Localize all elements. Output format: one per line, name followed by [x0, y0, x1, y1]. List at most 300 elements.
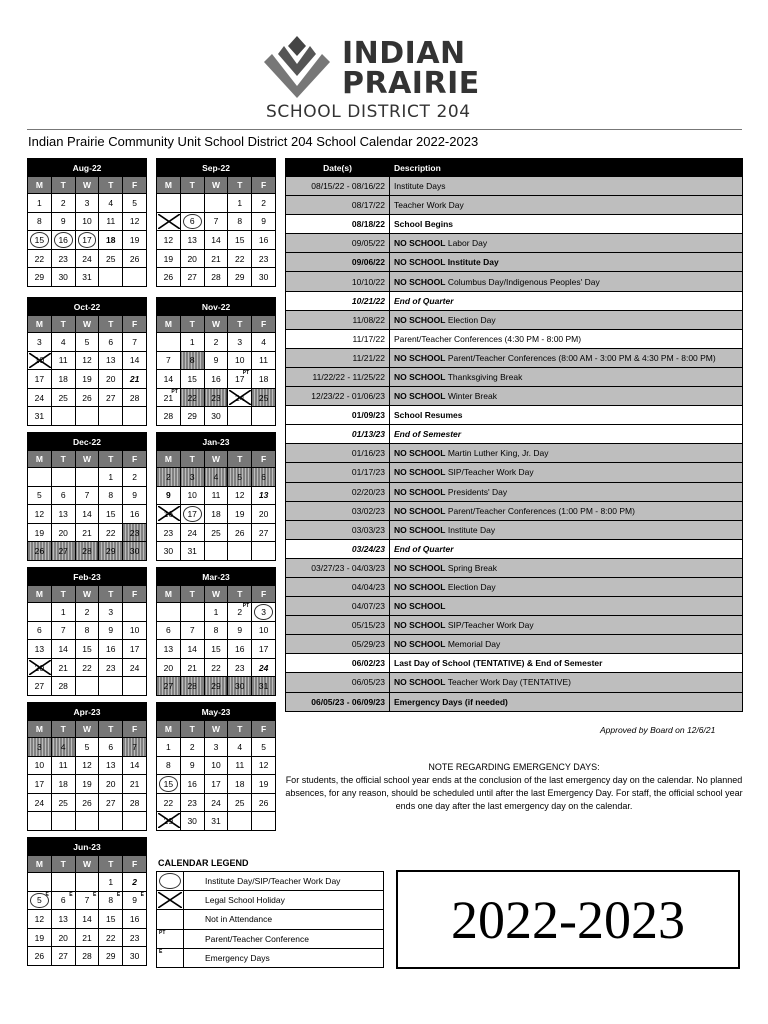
- day-number: 19: [163, 253, 174, 264]
- day-cell: [228, 407, 252, 426]
- event-row: [286, 272, 743, 291]
- day-number: 20: [106, 778, 116, 789]
- event-description-text: Institute Day: [445, 524, 496, 535]
- day-number: 29: [187, 411, 197, 422]
- day-cell: [252, 212, 276, 231]
- legend-swatch: [157, 948, 184, 967]
- day-number: 12: [82, 355, 92, 366]
- event-description: [390, 348, 743, 367]
- day-cell: [123, 231, 147, 250]
- weekday-header: T: [180, 316, 204, 333]
- day-number: 31: [187, 546, 197, 557]
- day-number: 19: [82, 373, 92, 384]
- month-calendar: [27, 432, 147, 561]
- day-cell: [204, 775, 228, 794]
- event-date: 08/15/22 - 08/16/22: [286, 177, 390, 196]
- day-number: 4: [261, 336, 266, 347]
- weekday-header: M: [157, 316, 181, 333]
- event-date: 11/22/22 - 11/25/22: [286, 367, 390, 386]
- month-calendar: [156, 567, 276, 696]
- weekday-header: F: [123, 856, 147, 873]
- event-description: [390, 425, 743, 444]
- weekday-header: F: [123, 721, 147, 738]
- day-number: 30: [129, 951, 140, 962]
- weekday-header: T: [51, 586, 75, 603]
- month-name: Dec-22: [28, 433, 147, 451]
- day-cell: [204, 738, 228, 757]
- day-cell: [123, 249, 147, 268]
- day-cell: [123, 486, 147, 505]
- day-number: 17: [34, 373, 45, 384]
- event-date: 03/02/23: [286, 501, 390, 520]
- day-marker-label: E: [140, 891, 144, 898]
- event-description-text: End of Quarter: [394, 543, 454, 554]
- day-number: 18: [235, 778, 245, 789]
- day-cell: [157, 333, 181, 352]
- day-number: 15: [163, 778, 174, 789]
- day-cell: [157, 621, 181, 640]
- day-marker-label: E: [116, 891, 121, 898]
- day-cell: [252, 333, 276, 352]
- event-description-text: Parent/Teacher Conferences (1:00 PM - 8:00 PM): [445, 505, 635, 516]
- day-number: 15: [211, 643, 221, 654]
- weekday-header: W: [75, 177, 99, 194]
- day-number: 15: [34, 234, 45, 245]
- day-cell: [75, 928, 99, 947]
- day-number: 9: [132, 895, 137, 906]
- day-cell: [228, 333, 252, 352]
- legend-swatch: [157, 910, 184, 929]
- month-calendar: [27, 567, 147, 696]
- day-cell: [99, 891, 123, 910]
- day-number: 21: [129, 778, 140, 789]
- event-row: [286, 463, 743, 482]
- day-number: 23: [258, 253, 269, 264]
- day-cell: [99, 812, 123, 831]
- day-cell: [180, 542, 204, 561]
- day-number: 22: [235, 253, 245, 264]
- day-number: 5: [84, 741, 90, 752]
- day-number: 23: [187, 797, 197, 808]
- day-number: 8: [213, 625, 219, 636]
- day-marker-label: E: [45, 891, 49, 898]
- no-school-label: NO SCHOOL: [394, 486, 446, 497]
- day-cell: [180, 212, 204, 231]
- day-cell: [75, 738, 99, 757]
- day-cell: [51, 910, 75, 929]
- day-cell: [75, 388, 99, 407]
- school-year-box: [396, 870, 740, 969]
- weekday-header: T: [228, 721, 252, 738]
- event-description-text: Spring Break: [445, 562, 497, 573]
- month-name: Apr-23: [28, 703, 147, 721]
- day-number: 16: [235, 643, 245, 654]
- day-number: 25: [58, 797, 68, 808]
- day-cell: [157, 756, 181, 775]
- day-number: 28: [211, 272, 221, 283]
- day-cell: [228, 621, 252, 640]
- day-number: 19: [235, 508, 245, 519]
- day-number: 3: [37, 336, 42, 347]
- day-number: 30: [187, 816, 197, 827]
- day-cell: [252, 677, 276, 696]
- event-date: 05/29/23: [286, 635, 390, 654]
- day-cell: [157, 468, 181, 487]
- day-cell: [75, 212, 99, 231]
- day-cell: [252, 640, 276, 659]
- day-cell: [228, 212, 252, 231]
- day-cell: [28, 268, 52, 287]
- legend-swatch: [157, 929, 184, 948]
- no-school-label: NO SCHOOL: [394, 448, 446, 459]
- weekday-header: T: [228, 177, 252, 194]
- day-cell: [75, 603, 99, 622]
- event-description-text: School Begins: [394, 219, 454, 230]
- logo-text-indian: INDIAN: [342, 36, 466, 71]
- page-title: Indian Prairie Community Unit School District 204 School Calendar 2022-2023: [28, 134, 479, 149]
- day-cell: [51, 928, 75, 947]
- day-number: 23: [106, 662, 116, 673]
- legend-item: [157, 929, 384, 948]
- day-number: 9: [132, 490, 137, 501]
- day-number: 6: [108, 336, 114, 347]
- day-number: 1: [213, 606, 219, 617]
- day-cell: [99, 738, 123, 757]
- day-cell: [75, 231, 99, 250]
- day-cell: [51, 621, 75, 640]
- day-number: 7: [132, 741, 137, 752]
- day-cell: [157, 603, 181, 622]
- day-number: 21: [129, 373, 140, 384]
- legend-label: Parent/Teacher Conference: [184, 929, 384, 948]
- event-description: [390, 673, 743, 692]
- day-cell: [51, 677, 75, 696]
- day-number: 18: [58, 373, 68, 384]
- day-cell: [28, 407, 52, 426]
- day-cell: [157, 268, 181, 287]
- day-cell: [51, 231, 75, 250]
- day-cell: [180, 812, 204, 831]
- day-cell: [228, 388, 252, 407]
- day-cell: [123, 370, 147, 389]
- day-cell: [51, 658, 75, 677]
- day-marker-label: PT: [171, 388, 178, 395]
- day-number: 6: [60, 895, 66, 906]
- day-number: 16: [258, 234, 269, 245]
- event-description-text: Martin Luther King, Jr. Day: [445, 448, 549, 459]
- day-cell: [99, 677, 123, 696]
- day-cell: [252, 738, 276, 757]
- month-name: Mar-23: [157, 568, 276, 586]
- weekday-header: T: [51, 451, 75, 468]
- day-cell: [99, 407, 123, 426]
- day-number: 17: [82, 234, 92, 245]
- day-number: 19: [34, 932, 45, 943]
- day-number: 5: [237, 471, 243, 482]
- day-cell: [51, 542, 75, 561]
- day-cell: [28, 812, 52, 831]
- event-description: [390, 177, 743, 196]
- event-description: [390, 597, 743, 616]
- event-description: [390, 215, 743, 234]
- day-cell: [99, 928, 123, 947]
- legend-item: [157, 948, 384, 967]
- day-cell: [75, 542, 99, 561]
- day-cell: [75, 249, 99, 268]
- header-divider: [27, 129, 742, 130]
- weekday-header: W: [204, 721, 228, 738]
- day-cell: [157, 231, 181, 250]
- day-number: 9: [60, 216, 66, 227]
- day-number: 11: [235, 760, 245, 771]
- event-description-text: Labor Day: [445, 238, 488, 249]
- day-cell: [204, 370, 228, 389]
- day-cell: [28, 873, 52, 892]
- day-cell: [252, 505, 276, 524]
- day-number: 3: [189, 471, 195, 482]
- day-number: 7: [60, 625, 66, 636]
- day-number: 1: [108, 876, 114, 887]
- day-number: 29: [106, 951, 116, 962]
- day-cell: [157, 505, 181, 524]
- day-number: 16: [58, 234, 68, 245]
- day-cell: [51, 212, 75, 231]
- day-cell: [180, 738, 204, 757]
- weekday-header: T: [180, 177, 204, 194]
- day-cell: [180, 523, 204, 542]
- event-description: [390, 577, 743, 596]
- day-number: 11: [58, 760, 68, 771]
- day-cell: [228, 370, 252, 389]
- day-number: 16: [129, 913, 140, 924]
- no-school-label: NO SCHOOL: [394, 257, 446, 268]
- no-school-label: NO SCHOOL: [394, 314, 446, 325]
- day-number: 2: [237, 606, 243, 617]
- event-row: [286, 635, 743, 654]
- approval-note: Approved by Board on 12/6/21: [600, 725, 716, 735]
- day-cell: [99, 603, 123, 622]
- day-cell: [180, 370, 204, 389]
- day-number: 21: [82, 932, 92, 943]
- month-calendar: [27, 158, 147, 287]
- emergency-note-title: NOTE REGARDING EMERGENCY DAYS:: [428, 762, 600, 772]
- weekday-header: T: [180, 451, 204, 468]
- day-cell: [228, 793, 252, 812]
- day-cell: [123, 407, 147, 426]
- event-date: 06/05/23: [286, 673, 390, 692]
- day-cell: [123, 677, 147, 696]
- day-cell: [99, 351, 123, 370]
- day-cell: [204, 756, 228, 775]
- weekday-header: F: [123, 586, 147, 603]
- no-school-label: NO SCHOOL: [394, 238, 446, 249]
- weekday-header: F: [252, 316, 276, 333]
- event-description-text: Election Day: [445, 314, 496, 325]
- day-cell: [123, 351, 147, 370]
- event-date: 04/04/23: [286, 577, 390, 596]
- day-cell: [157, 351, 181, 370]
- day-cell: [228, 194, 252, 213]
- day-number: 6: [108, 741, 114, 752]
- day-number: 16: [106, 643, 116, 654]
- day-cell: [28, 212, 52, 231]
- event-description: [390, 406, 743, 425]
- day-cell: [75, 910, 99, 929]
- no-school-label: NO SCHOOL: [394, 391, 446, 402]
- legend-title: CALENDAR LEGEND: [158, 858, 249, 868]
- day-cell: [252, 268, 276, 287]
- event-date: 08/17/22: [286, 196, 390, 215]
- day-number: 9: [261, 216, 266, 227]
- month-name: Sep-22: [157, 159, 276, 177]
- day-number: 14: [58, 643, 68, 654]
- day-number: 22: [82, 662, 92, 673]
- day-number: 20: [58, 527, 68, 538]
- day-cell: [252, 351, 276, 370]
- day-number: 31: [258, 681, 269, 692]
- day-cell: [157, 793, 181, 812]
- day-cell: [157, 523, 181, 542]
- events-column-header: Date(s): [286, 159, 390, 177]
- day-cell: [157, 388, 181, 407]
- day-number: 15: [187, 373, 197, 384]
- day-cell: [28, 388, 52, 407]
- day-number: 24: [258, 662, 269, 673]
- day-number: 11: [58, 355, 68, 366]
- weekday-header: F: [123, 316, 147, 333]
- day-cell: [228, 738, 252, 757]
- day-number: 23: [129, 527, 140, 538]
- weekday-header: W: [204, 586, 228, 603]
- day-cell: [123, 603, 147, 622]
- day-cell: [180, 231, 204, 250]
- day-cell: [157, 194, 181, 213]
- day-number: 6: [37, 625, 42, 636]
- event-description: [390, 482, 743, 501]
- day-cell: [204, 333, 228, 352]
- month-calendar: [156, 702, 276, 831]
- day-number: 17: [129, 643, 140, 654]
- day-cell: [99, 775, 123, 794]
- event-row: [286, 616, 743, 635]
- day-cell: [28, 194, 52, 213]
- day-number: 22: [106, 932, 116, 943]
- month-calendar: [27, 297, 147, 426]
- event-date: 01/13/23: [286, 425, 390, 444]
- event-date: 03/27/23 - 04/03/23: [286, 558, 390, 577]
- day-number: 30: [129, 546, 140, 557]
- weekday-header: F: [252, 586, 276, 603]
- day-number: 14: [82, 913, 92, 924]
- day-number: 25: [235, 797, 245, 808]
- event-row: [286, 234, 743, 253]
- day-cell: [99, 268, 123, 287]
- day-number: 24: [129, 662, 140, 673]
- day-number: 22: [211, 662, 221, 673]
- day-cell: [204, 249, 228, 268]
- day-number: 10: [258, 625, 269, 636]
- day-cell: [51, 775, 75, 794]
- weekday-header: M: [28, 721, 52, 738]
- day-number: 13: [34, 643, 45, 654]
- day-cell: [228, 640, 252, 659]
- day-number: 15: [82, 643, 92, 654]
- day-cell: [51, 505, 75, 524]
- event-row: [286, 482, 743, 501]
- day-number: 6: [261, 471, 266, 482]
- day-cell: [180, 603, 204, 622]
- day-cell: [28, 542, 52, 561]
- event-description: [390, 558, 743, 577]
- day-cell: [99, 333, 123, 352]
- day-cell: [99, 621, 123, 640]
- month-name: May-23: [157, 703, 276, 721]
- weekday-header: W: [75, 586, 99, 603]
- no-school-label: NO SCHOOL: [394, 601, 446, 612]
- day-number: 12: [34, 508, 45, 519]
- day-cell: [123, 468, 147, 487]
- event-description-text: End of Quarter: [394, 295, 454, 306]
- day-cell: [157, 486, 181, 505]
- event-row: [286, 425, 743, 444]
- day-cell: [28, 249, 52, 268]
- day-cell: [99, 756, 123, 775]
- day-number: 16: [187, 778, 197, 789]
- weekday-header: F: [252, 721, 276, 738]
- event-row: [286, 577, 743, 596]
- day-cell: [99, 249, 123, 268]
- day-number: 9: [108, 625, 114, 636]
- day-cell: [252, 370, 276, 389]
- no-school-label: NO SCHOOL: [394, 620, 446, 631]
- day-number: 27: [106, 797, 116, 808]
- day-cell: [228, 231, 252, 250]
- day-number: 18: [58, 778, 68, 789]
- day-number: 1: [37, 197, 42, 208]
- month-name: Jun-23: [28, 838, 147, 856]
- day-number: 29: [106, 546, 116, 557]
- day-cell: [28, 910, 52, 929]
- day-number: 13: [163, 643, 174, 654]
- day-cell: [204, 268, 228, 287]
- day-cell: [123, 910, 147, 929]
- event-description-text: SIP/Teacher Work Day: [445, 467, 534, 478]
- event-row: [286, 215, 743, 234]
- day-cell: [252, 468, 276, 487]
- event-date: 10/10/22: [286, 272, 390, 291]
- weekday-header: M: [157, 451, 181, 468]
- day-number: 12: [258, 760, 269, 771]
- day-number: 2: [189, 741, 195, 752]
- day-number: 11: [211, 490, 221, 501]
- event-description-text: End of Semester: [394, 429, 462, 440]
- day-cell: [28, 756, 52, 775]
- day-cell: [51, 268, 75, 287]
- legend-label: Legal School Holiday: [184, 891, 384, 910]
- day-cell: [252, 542, 276, 561]
- day-cell: [228, 468, 252, 487]
- day-cell: [180, 621, 204, 640]
- day-cell: [75, 468, 99, 487]
- day-cell: [204, 388, 228, 407]
- day-number: 3: [213, 741, 219, 752]
- weekday-header: T: [99, 451, 123, 468]
- day-number: 13: [58, 913, 68, 924]
- event-date: 08/18/22: [286, 215, 390, 234]
- event-date: 04/07/23: [286, 597, 390, 616]
- day-number: 8: [189, 355, 195, 366]
- day-cell: [99, 388, 123, 407]
